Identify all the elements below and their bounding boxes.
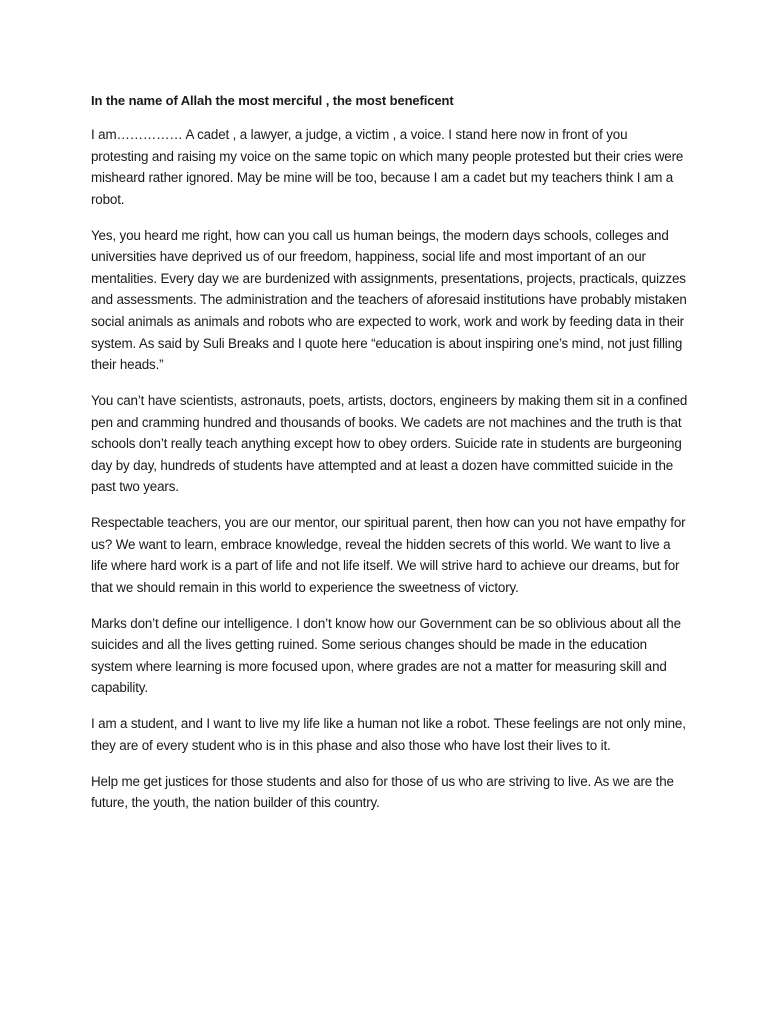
paragraph-2: Yes, you heard me right, how can you call us human beings, the modern days schools, colleges and universities have deprived us of our freedom, happiness, social life and most important of an our mentalities. Every day we are burdenized with assignments, presentations, projects, practicals, quizzes and assessments. The administration and the teachers of aforesaid institutions have probably mistaken social animals as animals and robots who are expected to work, work and work by feeding data in their system. As said by Suli Breaks and I quote here “education is about inspiring one’s mind, not just filling their heads.” xyxy=(91,227,687,373)
paragraph-3: You can’t have scientists, astronauts, poets, artists, doctors, engineers by making them sit in a confined pen and cramming hundred and thousands of books. We cadets are not machines and the truth is that schools don’t really teach anything except how to obey orders. Suicide rate in students are burgeoning day by day, hundreds of students have attempted and at least a dozen have committed suicide in the past two years. xyxy=(91,392,688,495)
paragraph-6: I am a student, and I want to live my life like a human not like a robot. These feelings are not only mine, they are of every student who is in this phase and also those who have lost their lives to it. xyxy=(91,716,686,753)
paragraph-5: Marks don’t define our intelligence. I don’t know how our Government can be so oblivious about all the suicides and all the lives getting ruined. Some serious changes should be made in the education system where learning is more focused upon, where grades are not a matter for measuring skill and capability. xyxy=(91,615,681,696)
paragraph-4: Respectable teachers, you are our mentor, our spiritual parent, then how can you not have empathy for us? We want to learn, embrace knowledge, reveal the hidden secrets of this world. We want to live a life where hard work is a part of life and not life itself. We will strive hard to achieve our dreams, but for that we should remain in this world to experience the sweetness of victory. xyxy=(91,515,686,595)
document-heading: In the name of Allah the most merciful , the most beneficent xyxy=(91,93,454,108)
paragraph-1: I am…………… A cadet , a lawyer, a judge, a victim , a voice. I stand here now in front of you protesting and raising my voice on the same topic on which many people protested but their cries were misheard rather ignored. May be mine will be too, because I am a cadet but my teachers think I am a robot. xyxy=(91,127,684,207)
paragraph-7: Help me get justices for those students and also for those of us who are striving to live. As we are the future, the youth, the nation builder of this country. xyxy=(91,773,674,811)
